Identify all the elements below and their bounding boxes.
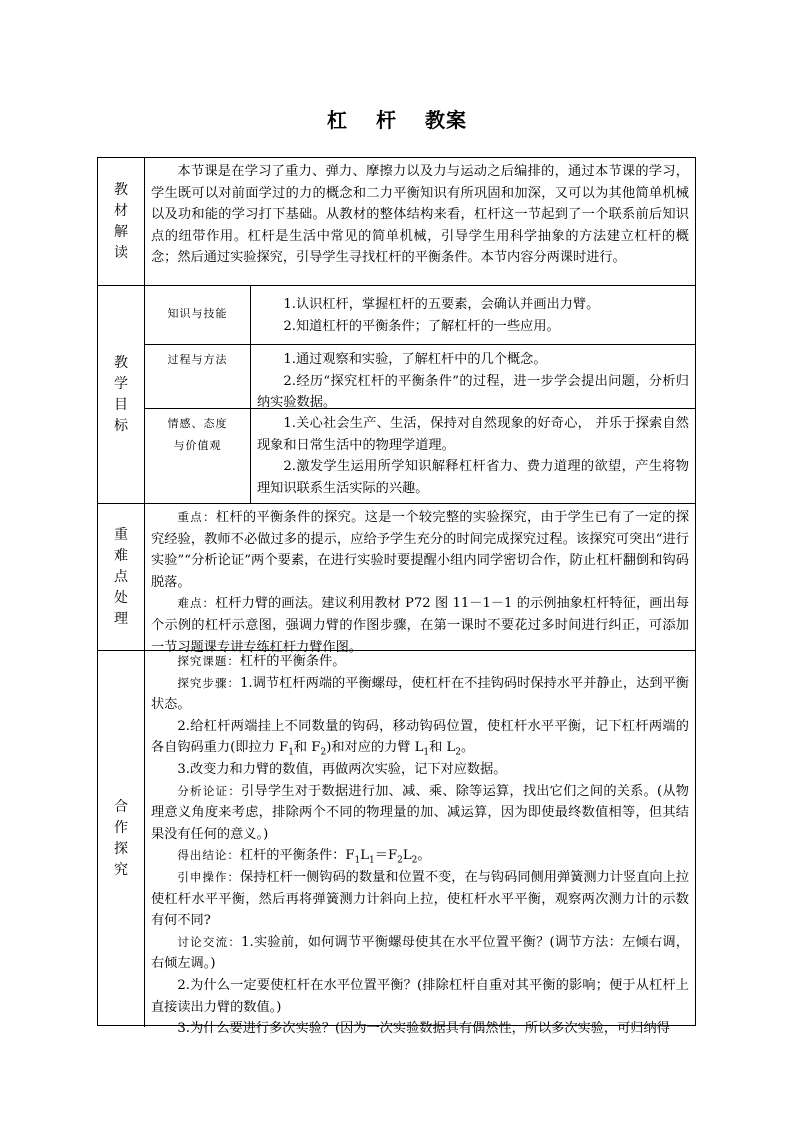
row-key-points [98,503,695,655]
goal-knowledge-label [145,286,251,344]
label-char: 究 [114,862,128,878]
goal-item: 1.通过观察和实验，了解杠杆中的几个概念。 [283,352,547,367]
analysis-text: 引导学生对于数据进行加、减、乘、除等运算，找出它们之间的关系。(从物理意义角度来考虑，排除两个不同的物理量的加、减运算，因为即使最终数值相等，但其结果没有任何的意义。) [151,783,689,842]
label-char: 教 [114,181,128,198]
label-char: 处 [114,589,128,606]
sublabel-text: 知识与技能 [167,307,228,320]
extend-text: 保持杠杆一侧钩码的数量和位置不变，在与钩码同侧用弹簧测力计竖直向上拉使杠杆水平平衡，然后再将弹簧测力计斜向上拉，使杠杆水平平衡，观察两次测力计的示数有何不同? [151,869,690,929]
goal-item: 1.认识杠杆，掌握杠杆的五要素，会确认并画出力臂。 [283,297,600,312]
difficulty-paragraph [151,593,689,658]
label-char: 难 [114,547,128,564]
extend-paragraph [151,867,689,932]
subscript: 2 [411,855,418,866]
sublabel-text: 过程与方法 [167,353,228,366]
step-2-text: 2.给杠杆两端挂上不同数量的钩码，移动钩码位置，使杠杆水平平衡，记下杠杆两端的各自钩码重力(即拉力 F [151,718,689,756]
goal-item: 2.激发学生运用所学知识解释杠杆省力、费力道理的欲望，产生将物理知识联系生活实际的兴趣。 [257,459,689,496]
label-char: 目 [114,396,128,413]
title-char-1: 杠 [327,108,348,132]
extend-lead: 引申操作： [177,869,240,884]
subscript: 1 [288,748,294,759]
step-1: 1.调节杠杆两端的平衡螺母，使杠杆在不挂钩码时保持水平并静止，达到平衡状态。 [151,675,689,713]
topic-paragraph [151,651,689,673]
conclusion-text: L [360,848,370,864]
row-textbook-reading [98,158,695,285]
title-char-2: 杆 [376,108,397,132]
discuss-lead: 讨论交流： [177,934,242,949]
subscript: 2 [320,748,327,759]
discuss-1: 1.实验前，如何调节平衡螺母使其在水平位置平衡？(调节方法：左倾右调，右倾左调。) [151,934,689,972]
row-label-keypoints [98,504,145,650]
goals-content [145,286,695,503]
focus-text: 杠杆的平衡条件的探究。这是一个较完整的实验探究，由于学生已有了一定的探究经验，教师不必做过多的提示，应给予学生充分的时间完成探究过程。该探究可突出“进行实验”“分析论证”两个要素，在进行实验时要提醒小组内同学密切合作，防止杠杆翻倒和钩码脱落。 [151,510,690,590]
subscript: 1 [423,748,430,759]
discuss-paragraph [151,932,689,975]
goal-process [145,344,695,411]
label-char: 学 [114,375,128,392]
focus-paragraph [151,507,689,593]
conclusion-text: ＝F [374,848,398,864]
row-label-reading [98,158,145,285]
discuss-3: 3.为什么要进行多次实验？(因为一次实验数据具有偶然性，所以多次实验，可归纳得 [177,1021,670,1037]
conclusion-text: L [402,848,412,864]
conclusion-paragraph [151,845,689,867]
analysis-paragraph [151,781,689,846]
label-char: 合 [114,799,128,815]
label-char: 点 [114,568,128,585]
goal-item: 2.经历“探究杠杆的平衡条件”的过程，进一步学会提出问题，分析归纳实验数据。 [257,373,689,411]
conclusion-text: 。 [417,848,431,864]
goal-knowledge-text [251,286,695,344]
label-char: 重 [114,526,128,543]
label-char: 解 [114,223,128,240]
label-char: 标 [114,417,128,434]
reading-content [145,158,695,285]
difficulty-text: 杠杆力臂的画法。建议利用教材 P72 图 11－1－1 的示例抽象杠杆特征，画出每个示例的杠杆示意图，强调力臂的作图步骤，在第一课时不要花过多时间进行纠正，可添加一节习题课专讲专练杠杆力臂作图。 [151,596,690,655]
sublabel-text: 与价值观 [173,439,222,452]
reading-text: 本节课是在学习了重力、弹力、摩擦力以及力与运动之后编排的，通过本节课的学习，学生既可以对前面学过的力的概念和二力平衡知识有所巩固和加深，又可以为其他简单机械以及功和能的学习打下基础。从教材的整体结构来看，杠杆这一节起到了一个联系前后知识点的纽带作用。杠杆是生活中常见的简单机械，引导学生用科学抽象的方法建立杠杆的概念；然后通过实验探究，引导学生寻找杠杆的平衡条件。本节内容分两课时进行。 [151,164,689,266]
subscript: 1 [354,855,361,866]
label-char: 探 [114,841,128,857]
keypoints-content [145,504,695,655]
subscript: 2 [397,855,403,866]
conclusion-text: 杠杆的平衡条件：F [239,848,355,864]
label-char: 理 [114,610,128,627]
steps-paragraph [151,673,689,716]
row-cooperative-inquiry [98,650,695,1037]
label-char: 作 [114,820,128,836]
row-label-goals [98,286,145,503]
subscript: 1 [369,855,375,866]
step-2-text: )和对应的力臂 L [326,740,424,756]
conclusion-lead: 得出结论： [177,848,240,863]
subscript: 2 [455,748,462,759]
focus-lead: 重点： [177,510,216,524]
step-3: 3.改变力和力臂的数值，再做两次实验，记下对应数据。 [177,761,507,777]
row-label-coop [98,651,145,1027]
steps-lead: 探究步骤： [177,675,241,690]
step-2-text: 。 [461,740,475,756]
goal-emotion [145,408,695,504]
step-2-text: 和 L [429,740,456,756]
lesson-plan-table [97,157,696,1037]
goal-process-text [251,345,695,411]
goal-item: 2.知道杠杆的平衡条件；了解杠杆的一些应用。 [283,318,560,334]
goal-emotion-text [251,409,695,504]
label-char: 教 [114,354,128,371]
page-title [0,104,794,133]
title-word-3: 教案 [425,108,467,132]
sublabel-text: 情感、态度 [167,417,228,430]
label-char: 材 [114,202,128,219]
goal-emotion-label [145,409,251,504]
coop-content [145,651,695,1037]
topic-text: 杠杆的平衡条件。 [239,654,346,669]
difficulty-lead: 难点： [177,596,216,611]
goal-knowledge [145,286,695,344]
analysis-lead: 分析论证： [177,783,242,798]
step-2 [151,716,689,759]
topic-lead: 探究课题： [177,654,240,668]
goal-item: 1.关心社会生产、生活，保持对自然现象的好奇心， 并乐于探索自然现象和日常生活中的物理学道理。 [257,416,689,453]
discuss-2: 2.为什么一定要使杠杆在水平位置平衡？(排除杠杆自重对其平衡的影响；便于从杠杆上直接读出力臂的数值。) [151,977,689,1015]
step-2-text: 和 F [293,740,321,756]
label-char: 读 [114,244,128,261]
goal-process-label [145,345,251,408]
row-teaching-goals [98,285,695,503]
